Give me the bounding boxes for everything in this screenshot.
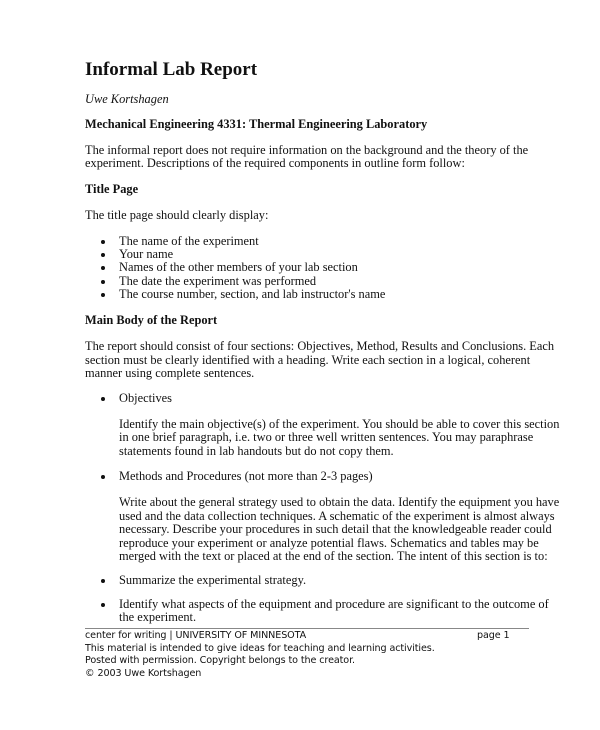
page-title: Informal Lab Report (85, 59, 258, 80)
list-item: Summarize the experimental strategy. (119, 573, 307, 587)
main-body-line: The report should consist of four sections: Objectives, Method, Results and Conclusions. Each (85, 339, 555, 353)
bullet-icon (101, 603, 105, 607)
bullet-icon (101, 266, 105, 270)
bullet-icon (101, 240, 105, 244)
methods-line: Write about the general strategy used to obtain the data. Identify the equipment you have (119, 495, 560, 509)
list-item: the experiment. (119, 610, 197, 624)
title-page-text: The title page should clearly display: (85, 208, 269, 222)
intro-line: experiment. Descriptions of the required components in outline form follow: (85, 156, 465, 170)
section-heading-title-page: Title Page (85, 182, 139, 196)
footer-line: This material is intended to give ideas for teaching and learning activities. (85, 643, 435, 654)
objectives-label: Objectives (119, 391, 172, 405)
list-item: The date the experiment was performed (119, 274, 317, 288)
bullet-icon (101, 253, 105, 257)
methods-label: Methods and Procedures (not more than 2-3 pages) (119, 469, 373, 483)
main-body-line: section must be clearly identified with a heading. Write each section in a logical, coherent (85, 353, 531, 367)
list-item: The course number, section, and lab instructor's name (119, 287, 386, 301)
methods-line: merged with the text or placed at the end of the section. The intent of this section is to: (119, 549, 548, 563)
list-item: Names of the other members of your lab section (119, 260, 358, 274)
list-item: The name of the experiment (119, 234, 259, 248)
objectives-line: Identify the main objective(s) of the experiment. You should be able to cover this section (119, 417, 560, 431)
bullet-icon (101, 397, 105, 401)
footer-divider (85, 628, 529, 629)
course-heading: Mechanical Engineering 4331: Thermal Engineering Laboratory (85, 117, 428, 131)
footer-line: Posted with permission. Copyright belongs to the creator. (85, 655, 355, 666)
author: Uwe Kortshagen (85, 92, 169, 106)
intro-line: The informal report does not require information on the background and the theory of the (85, 143, 529, 157)
bullet-icon (101, 280, 105, 284)
footer-source: center for writing | UNIVERSITY OF MINNESOTA (85, 630, 307, 641)
list-item: Identify what aspects of the equipment and procedure are significant to the outcome of (119, 597, 549, 611)
methods-line: reproduce your experiment or analyze potential flaws. Schematics and tables may be (119, 536, 539, 550)
main-body-line: manner using complete sentences. (85, 366, 255, 380)
bullet-icon (101, 293, 105, 297)
methods-line: used and the data collection techniques. A schematic of the experiment is almost always (119, 509, 555, 523)
objectives-line: in one brief paragraph, i.e. two or three well written sentences. You may paraphrase (119, 430, 534, 444)
objectives-line: statements found in lab handouts but do not copy them. (119, 444, 394, 458)
bullet-icon (101, 475, 105, 479)
list-item: Your name (119, 247, 174, 261)
section-heading-main-body: Main Body of the Report (85, 313, 218, 327)
bullet-icon (101, 579, 105, 583)
footer-line: © 2003 Uwe Kortshagen (85, 668, 202, 679)
page-number: page 1 (477, 630, 510, 641)
methods-line: necessary. Describe your procedures in such detail that the knowledgeable reader could (119, 522, 552, 536)
